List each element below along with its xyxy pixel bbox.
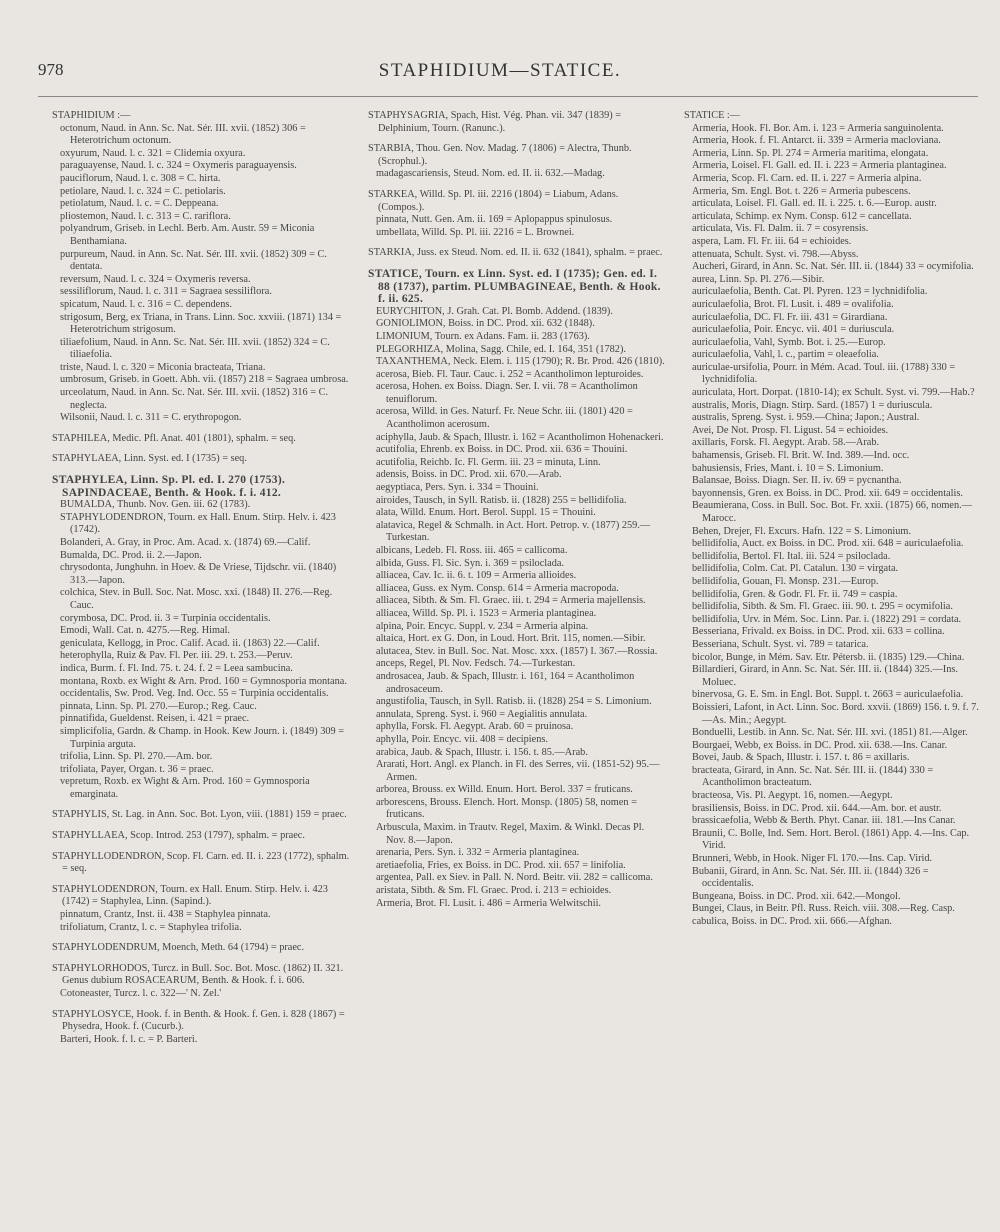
index-entry: brassicaefolia, Webb & Berth. Phyt. Canar. iii. 181.—Ins Canar. [692,815,956,827]
index-entry: alliacea, Guss. ex Nym. Consp. 614 = Armeria macropoda. [376,582,619,594]
index-entry: pinnatum, Crantz, Inst. ii. 438 = Staphylea pinnata. [60,909,271,921]
index-entry: colchica, Stev. in Bull. Soc. Nat. Mosc. xxi. (1848) II. 276.—Reg. Cauc. [60,587,333,611]
index-entry: Balansae, Boiss. Diagn. Ser. II. iv. 69 = pycnantha. [692,475,902,487]
index-entry: auriculaefolia, Benth. Cat. Pl. Pyren. 123 = lychnidifolia. [692,286,928,298]
index-entry: bicolor, Bunge, in Mém. Sav. Etr. Pétersb. ii. (1835) 129.—China. [692,651,965,663]
index-entry: binervosa, G. E. Sm. in Engl. Bot. Suppl. t. 2663 = auriculaefolia. [692,689,964,701]
index-entry: Armeria, Loisel. Fl. Gall. ed. II. i. 223 = Armeria plantaginea. [692,160,947,172]
index-entry: alatavica, Regel & Schmalh. in Act. Hort. Petrop. v. (1877) 259.—Turkestan. [376,519,651,544]
index-entry: Brunneri, Webb, in Hook. Niger Fl. 170.—Ins. Cap. Virid. [692,853,933,865]
index-entry: arenaria, Pers. Syn. i. 332 = Armeria plantaginea. [376,847,580,859]
page-header [0,60,1000,90]
index-entry: madagascariensis, Steud. Nom. ed. II. ii. 632.—Madag. [376,168,605,180]
index-entry: petiolare, Naud. l. c. 324 = C. petiolaris. [60,185,226,197]
index-entry: Braunii, C. Bolle, Ind. Sem. Hort. Berol. (1861) App. 4.—Ins. Cap. Virid. [692,827,970,852]
index-entry: paraguayense, Naud. l. c. 324 = Oxymeris paraguayensis. [60,160,297,172]
index-entry: STATICE :— [684,110,741,121]
running-title: STAPHIDIUM—STATICE. [378,60,622,81]
index-entry: bahamensis, Griseb. Fl. Brit. W. Ind. 389.—Ind. occ. [692,450,910,462]
index-entry: sessiliflorum, Naud. l. c. 311 = Sagraea sessiliflora. [60,286,272,298]
index-entry: acerosa, Hohen. ex Boiss. Diagn. Ser. I. vii. 78 = Acantholimon tenuiflorum. [376,381,638,405]
index-entry: corymbosa, DC. Prod. ii. 3 = Turpinia occidentalis. [60,612,271,624]
index-entry: oxyurum, Naud. l. c. 321 = Clidemia oxyura. [60,147,246,159]
index-entry: albicans, Ledeb. Fl. Ross. iii. 465 = callicoma. [376,545,568,556]
index-entry: acerosa, Willd. in Ges. Naturf. Fr. Neue Schr. iii. (1801) 420 = Acantholimon acerosum. [376,406,633,431]
index-entry: strigosum, Berg, ex Triana, in Trans. Linn. Soc. xxviii. (1871) 134 = Heterotrichum strigosum. [60,311,342,336]
index-entry: bahusiensis, Fries, Mant. i. 10 = S. Limonium. [692,462,884,474]
index-entry: GONIOLIMON, Boiss. in DC. Prod. xii. 632 (1848). [376,318,595,330]
index-entry: Behen, Drejer, Fl. Excurs. Hafn. 122 = S. Limonium. [692,525,912,537]
index-entry: STAPHYLORHODOS, Turcz. in Bull. Soc. Bot. Mosc. (1862) II. 321. Genus dubium ROSACEARUM, Benth. & Hook. f. i. 606. [52,962,344,987]
index-entry: articulata, Schimp. ex Nym. Consp. 612 = cancellata. [692,210,912,222]
index-entry: Bourgaei, Webb, ex Boiss. in DC. Prod. xii. 638.—Ins. Canar. [692,739,948,751]
index-entry: anceps, Regel, Pl. Nov. Fedsch. 74.—Turkestan. [376,658,576,670]
index-entry: Armeria, Scop. Fl. Carn. ed. II. i. 227 = Armeria alpina. [692,172,922,184]
index-entry: acutifolia, Ehrenb. ex Boiss. in DC. Prod. xii. 636 = Thouini. [376,444,628,456]
index-entry: axillaris, Forsk. Fl. Aegypt. Arab. 58.—Arab. [692,437,880,449]
index-entry: Bonduelli, Lestib. in Ann. Sc. Nat. Sér. III. xvi. (1851) 81.—Alger. [692,727,968,739]
index-entry: bellidifolia, Gouan, Fl. Monsp. 231.—Europ. [692,575,879,587]
index-entry: aspera, Lam. Fl. Fr. iii. 64 = echioides. [692,235,852,247]
index-entry: altaica, Hort. ex G. Don, in Loud. Hort. Brit. 115, nomen.—Sibir. [376,633,646,645]
index-entry: Bovei, Jaub. & Spach, Illustr. i. 157. t. 86 = axillaris. [692,752,910,764]
index-entry: purpureum, Naud. in Ann. Sc. Nat. Sér. III. xvii. (1852) 309 = C. dentata. [60,248,327,273]
index-entry: indica, Burm. f. Fl. Ind. 75. t. 24. f. 2 = Leea sambucina. [60,662,293,674]
index-entry: adensis, Boiss. in DC. Prod. xii. 670.—Arab. [376,469,562,481]
index-entry: Besseriana, Schult. Syst. vi. 789 = tatarica. [692,638,869,650]
index-entry: trifoliata, Payer, Organ. t. 36 = praec. [60,763,214,775]
index-entry: articulata, Loisel. Fl. Gall. ed. II. i. 225. t. 6.—Europ. austr. [692,198,937,210]
index-entry: auriculata, Hort. Dorpat. (1810-14); ex Schult. Syst. vi. 799.—Hab.? [692,387,975,399]
index-entry: acutifolia, Reichb. Ic. Fl. Germ. iii. 23 = minuta, Linn. [376,456,601,468]
index-entry: Armeria, Hook. Fl. Bor. Am. i. 123 = Armeria sanguinolenta. [692,122,944,134]
index-entry: auriculaefolia, Vahl, l. c., partim = oleaefolia. [692,349,879,361]
index-entry: annulata, Spreng. Syst. i. 960 = Aegialitis annulata. [376,708,588,720]
index-entry: bellidifolia, Auct. ex Boiss. in DC. Prod. xii. 648 = auriculaefolia. [692,538,964,550]
index-entry: airoides, Tausch, in Syll. Ratisb. ii. (1828) 255 = bellidifolia. [376,494,627,506]
index-entry: aurea, Linn. Sp. Pl. 276.—Sibir. [692,273,825,285]
index-entry: auriculaefolia, DC. Fl. Fr. iii. 431 = Girardiana. [692,311,888,323]
index-entry: acerosa, Bieb. Fl. Taur. Cauc. i. 252 = Acantholimon lepturoides. [376,368,644,380]
index-entry: aegyptiaca, Pers. Syn. i. 334 = Thouini. [376,482,539,494]
index-entry: bellidifolia, Colm. Cat. Pl. Catalun. 130 = virgata. [692,563,899,575]
index-entry: STATICE, Tourn. ex Linn. Syst. ed. I (1735); Gen. ed. I. 88 (1737), partim. PLUMBAGINEAE, Benth. & Hook. f. ii. 625. [368,267,661,306]
index-entry: Cotoneaster, Turcz. l. c. 322—' N. Zel.' [60,988,222,999]
index-entry: STAPHYLODENDRUM, Moench, Meth. 64 (1794) = praec. [52,942,305,954]
index-entry: trifoliatum, Crantz, l. c. = Staphylea trifolia. [60,921,242,933]
index-entry: STAPHILEA, Medic. Pfl. Anat. 401 (1801), sphalm. = seq. [52,432,296,444]
index-entry: STAPHYLLODENDRON, Scop. Fl. Carn. ed. II. i. 223 (1772), sphalm. = seq. [52,850,350,875]
index-entry: BUMALDA, Thunb. Nov. Gen. iii. 62 (1783). [60,499,251,511]
index-entry: LIMONIUM, Tourn. ex Adans. Fam. ii. 283 (1763). [376,330,590,342]
index-entry: auriculaefolia, Brot. Fl. Lusit. i. 489 = ovalifolia. [692,298,894,310]
index-entry: trifolia, Linn. Sp. Pl. 270.—Am. bor. [60,751,213,763]
index-entry: STARKEA, Willd. Sp. Pl. iii. 2216 (1804) = Liabum, Adans. (Compos.). [368,188,619,213]
index-entry: auriculae-ursifolia, Pourr. in Mém. Acad. Toul. iii. (1788) 330 = lychnidifolia. [692,361,956,386]
index-entry: STARKIA, Juss. ex Steud. Nom. ed. II. ii. 632 (1841), sphalm. = praec. [368,247,663,259]
index-entry: bayonnensis, Gren. ex Boiss. in DC. Prod. xii. 649 = occidentalis. [692,487,963,499]
index-entry: bellidifolia, Urv. in Mém. Soc. Linn. Par. i. (1822) 291 = cordata. [692,613,962,625]
index-entry: alliacea, Willd. Sp. Pl. i. 1523 = Armeria plantaginea. [376,607,597,619]
index-entry: STAPHYLIS, St. Lag. in Ann. Soc. Bot. Lyon, viii. (1881) 159 = praec. [52,809,347,821]
index-entry: petiolatum, Naud. l. c. = C. Deppeana. [60,198,219,210]
index-entry: umbrosum, Griseb. in Goett. Abh. vii. (1857) 218 = Sagraea umbrosa. [60,374,349,386]
index-entry: PLEGORHIZA, Molina, Sagg. Chile, ed. I. 164, 351 (1782). [376,343,626,355]
index-entry: vepretum, Roxb. ex Wight & Arn. Prod. 160 = Gymnosporia emarginata. [60,776,310,800]
index-entry: androsacea, Jaub. & Spach, Illustr. i. 161, 164 = Acantholimon androsaceum. [376,670,635,695]
index-entry: albida, Guss. Fl. Sic. Syn. i. 369 = psiloclada. [376,557,564,569]
index-entry: Armeria, Hook. f. Fl. Antarct. ii. 339 = Armeria macloviana. [692,135,941,147]
index-entry: alata, Willd. Enum. Hort. Berol. Suppl. 15 = Thouini. [376,507,596,519]
index-entry: aphylla, Forsk. Fl. Aegypt. Arab. 60 = pruinosa. [376,721,574,733]
index-entry: bellidifolia, Bertol. Fl. Ital. iii. 524 = psiloclada. [692,550,891,562]
index-entry: pauciflorum, Naud. l. c. 308 = C. hirta. [60,172,221,184]
index-entry: Besseriana, Frivald. ex Boiss. in DC. Prod. xii. 633 = collina. [692,626,945,638]
index-entry: EURYCHITON, J. Grah. Cat. Pl. Bomb. Addend. (1839). [376,305,613,317]
index-entry: arborescens, Brouss. Elench. Hort. Monsp. (1805) 58, nomen = fruticans. [376,796,637,821]
index-entry: auriculaefolia, Vahl, Symb. Bot. i. 25.—Europ. [692,336,886,348]
index-entry: chrysodonta, Junghuhn. in Hoev. & De Vriese, Tijdschr. vii. (1840) 313.—Japon. [60,562,337,586]
index-entry: arabica, Jaub. & Spach, Illustr. i. 156. t. 85.—Arab. [376,746,588,758]
index-entry: octonum, Naud. in Ann. Sc. Nat. Sér. III. xvii. (1852) 306 = Heterotrichum octonum. [60,122,306,147]
index-entry: Ararati, Hort. Angl. ex Planch. in Fl. des Serres, vii. (1851-52) 95.—Armen. [376,759,660,783]
index-entry: pinnata, Nutt. Gen. Am. ii. 169 = Aplopappus spinulosus. [376,214,613,226]
index-entry: Bungei, Claus, in Beitr. Pfl. Russ. Reich. viii. 308.—Reg. Casp. [692,903,955,915]
index-entry: Bungeana, Boiss. in DC. Prod. xii. 642.—Mongol. [692,890,901,902]
index-entry: Armeria, Brot. Fl. Lusit. i. 486 = Armeria Welwitschii. [376,897,601,909]
index-entry: alliacea, Sibth. & Sm. Fl. Graec. iii. t. 294 = Armeria majellensis. [376,595,646,607]
column-middle [368,110,666,910]
index-entry: heterophylla, Ruiz & Pav. Fl. Per. iii. 29. t. 253.—Peruv. [60,650,293,662]
index-entry: STAPHYSAGRIA, Spach, Hist. Vég. Phan. vii. 347 (1839) = Delphinium, Tourn. (Ranunc.). [368,110,622,134]
index-entry: brasiliensis, Boiss. in DC. Prod. xii. 644.—Am. bor. et austr. [692,802,942,814]
index-entry: bellidifolia, Sibth. & Sm. Fl. Graec. iii. 90. t. 295 = ocymifolia. [692,601,953,613]
column-left [52,110,352,1046]
index-entry: attenuata, Schult. Syst. vi. 798.—Abyss. [692,248,859,260]
index-entry: bracteata, Girard, in Ann. Sc. Nat. Sér. III. ii. (1844) 330 = Acantholimon bracteatum. [692,764,934,789]
index-entry: alutacea, Stev. in Bull. Soc. Nat. Mosc. xxx. (1857) I. 367.—Rossia. [376,645,658,657]
index-entry: bellidifolia, Gren. & Godr. Fl. Fr. ii. 749 = caspia. [692,588,898,600]
page-number: 978 [38,60,64,79]
index-entry: bracteosa, Vis. Pl. Aegypt. 16, nomen.—Aegypt. [692,790,893,802]
index-entry: Bubanii, Girard, in Ann. Sc. Nat. Sér. III. ii. (1844) 326 = occidentalis. [692,865,929,890]
index-entry: STAPHYLAEA, Linn. Syst. ed. I (1735) = seq. [52,453,247,465]
index-entry: auriculaefolia, Poir. Encyc. vii. 401 = duriuscula. [692,324,895,336]
index-entry: Barteri, Hook. f. l. c. = P. Barteri. [60,1033,198,1045]
index-entry: angustifolia, Tausch, in Syll. Ratisb. ii. (1828) 254 = S. Limonium. [376,696,652,708]
index-entry: australis, Moris, Diagn. Stirp. Sard. (1857) 1 = duriuscula. [692,399,933,411]
index-entry: Aucheri, Girard, in Ann. Sc. Nat. Sér. III. ii. (1844) 33 = ocymifolia. [692,261,974,273]
index-entry: Emodi, Wall. Cat. n. 4275.—Reg. Himal. [60,625,231,637]
index-entry: STAPHYLODENDRON, Tourn. ex Hall. Enum. Stirp. Helv. i. 423 (1742) = Staphylea, Linn. (Sapind.). [52,883,328,908]
index-entry: simplicifolia, Gardn. & Champ. in Hook. Kew Journ. i. (1849) 309 = Turpinia arguta. [60,725,345,750]
index-entry: montana, Roxb. ex Wight & Arn. Prod. 160 = Gymnosporia montana. [60,675,347,687]
index-entry: reversum, Naud. l. c. 324 = Oxymeris reversa. [60,273,251,285]
index-entry: arborea, Brouss. ex Willd. Enum. Hort. Berol. 337 = fruticans. [376,784,633,796]
header-rule [38,96,978,97]
index-entry: STAPHYLLAEA, Scop. Introd. 253 (1797), sphalm. = praec. [52,830,305,842]
index-entry: urceolatum, Naud. in Ann. Sc. Nat. Sér. III. xvii. (1852) 316 = C. neglecta. [60,387,329,411]
index-entry: Armeria, Sm. Engl. Bot. t. 226 = Armeria pubescens. [692,185,911,197]
index-entry: pinnatifida, Gueldenst. Reisen, i. 421 = praec. [60,713,250,725]
index-entry: aretiaefolia, Fries, ex Boiss. in DC. Prod. xii. 657 = linifolia. [376,859,626,871]
index-entry: Arbuscula, Maxim. in Trautv. Regel, Maxim. & Winkl. Decas Pl. Nov. 8.—Japon. [376,822,645,846]
index-entry: Beaumierana, Coss. in Bull. Soc. Bot. Fr. xxii. (1875) 66, nomen.—Marocc. [692,500,973,524]
index-entry: tiliaefolium, Naud. in Ann. Sc. Nat. Sér. III. xvii. (1852) 324 = C. tiliaefolia. [60,336,330,361]
column-right [684,110,980,929]
index-entry: alpina, Poir. Encyc. Suppl. v. 234 = Armeria alpina. [376,620,589,632]
index-entry: aphylla, Poir. Encyc. vii. 408 = decipiens. [376,733,548,745]
index-entry: Boissieri, Lafont, in Act. Linn. Soc. Bord. xxvii. (1869) 156. t. 9. f. 7.—As. Min.; Aegypt. [692,701,979,726]
index-entry: Wilsonii, Naud. l. c. 311 = C. erythropogon. [60,412,242,424]
index-entry: articulata, Vis. Fl. Dalm. ii. 7 = cosyrensis. [692,223,869,235]
index-entry: TAXANTHEMA, Neck. Elem. i. 115 (1790); R. Br. Prod. 426 (1810). [376,356,665,368]
index-entry: Avei, De Not. Prosp. Fl. Ligust. 54 = echioides. [692,424,889,436]
index-entry: cabulica, Boiss. in DC. Prod. xii. 666.—Afghan. [692,916,892,927]
index-entry: STAPHIDIUM :— [52,110,131,121]
index-entry: argentea, Pall. ex Siev. in Pall. N. Nord. Beitr. vii. 282 = callicoma. [376,872,653,884]
index-entry: alliacea, Cav. Ic. ii. 6. t. 109 = Armeria allioides. [376,570,577,582]
index-entry: STAPHYLOSYCE, Hook. f. in Benth. & Hook. f. Gen. i. 828 (1867) = Physedra, Hook. f. (Cucurb.). [52,1008,345,1033]
index-entry: aristata, Sibth. & Sm. Fl. Graec. Prod. i. 213 = echioides. [376,885,612,897]
index-entry: pliostemon, Naud. l. c. 313 = C. rariflora. [60,210,231,222]
index-entry: occidentalis, Sw. Prod. Veg. Ind. Occ. 55 = Turpinia occidentalis. [60,688,329,700]
index-entry: geniculata, Kellogg, in Proc. Calif. Acad. ii. (1863) 22.—Calif. [60,637,320,649]
index-entry: spicatum, Naud. l. c. 316 = C. dependens. [60,298,232,310]
index-entry: umbellata, Willd. Sp. Pl. iii. 2216 = L. Brownei. [376,226,575,238]
index-entry: pinnata, Linn. Sp. Pl. 270.—Europ.; Reg. Cauc. [60,700,257,712]
index-entry: Bumalda, DC. Prod. ii. 2.—Japon. [60,549,202,561]
index-entry: Bolanderi, A. Gray, in Proc. Am. Acad. x. (1874) 69.—Calif. [60,537,311,548]
index-entry: aciphylla, Jaub. & Spach, Illustr. i. 162 = Acantholimon Hohenackeri. [376,431,664,443]
index-entry: polyandrum, Griseb. in Lechl. Berb. Am. Austr. 59 = Miconia Benthamiana. [60,223,315,247]
index-entry: australis, Spreng. Syst. i. 959.—China; Japon.; Austral. [692,412,920,424]
index-entry: triste, Naud. l. c. 320 = Miconia bracteata, Triana. [60,361,266,373]
index-entry: STAPHYLODENDRON, Tourn. ex Hall. Enum. Stirp. Helv. i. 423 (1742). [60,511,336,536]
index-entry: Armeria, Linn. Sp. Pl. 274 = Armeria maritima, elongata. [692,147,929,159]
index-entry: Billardieri, Girard, in Ann. Sc. Nat. Sér. III. ii. (1844) 325.—Ins. Moluec. [692,664,958,688]
index-entry: STARBIA, Thou. Gen. Nov. Madag. 7 (1806) = Alectra, Thunb. (Scrophul.). [368,143,632,167]
index-entry: STAPHYLEA, Linn. Sp. Pl. ed. I. 270 (1753). SAPINDACEAE, Benth. & Hook. f. i. 412. [52,474,286,499]
